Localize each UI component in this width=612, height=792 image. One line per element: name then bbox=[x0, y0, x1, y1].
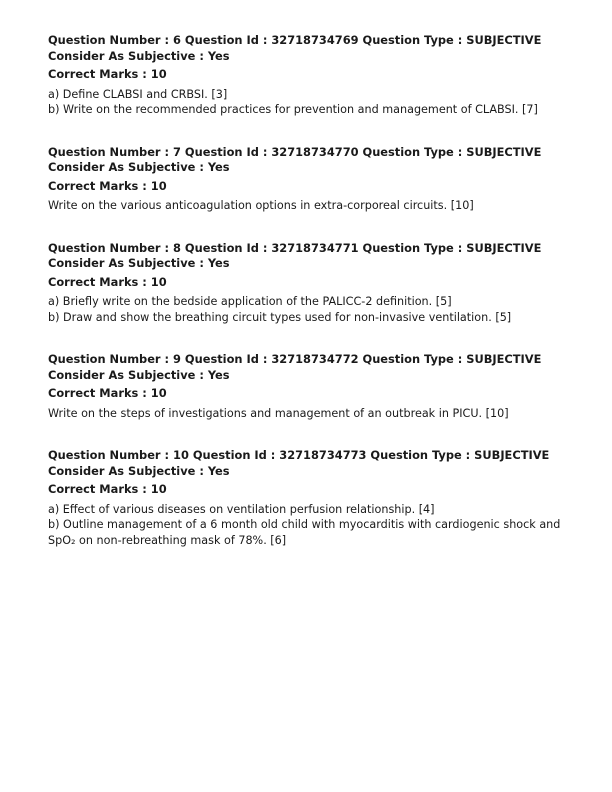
question-text-line: b) Draw and show the breathing circuit types used for non-invasive ventilation. [5] bbox=[48, 310, 512, 324]
question-text-line: Write on the various anticoagulation options in extra-corporeal circuits. [10] bbox=[48, 199, 474, 212]
question-text-line: a) Define CLABSI and CRBSI. [3] bbox=[48, 87, 228, 101]
question-header: Question Number : 8 Question Id : 32718734771 Question Type : SUBJECTIVE Consider As Subjective : Yes bbox=[48, 240, 542, 270]
question-text-line: a) Briefly write on the bedside application of the PALICC-2 definition. [5] bbox=[48, 295, 452, 308]
correct-marks: Correct Marks : 10 bbox=[48, 67, 167, 81]
question-10 bbox=[48, 448, 568, 548]
question-text-line: b) Outline management of a 6 month old child with myocarditis with cardiogenic shock and SpO₂ on non-rebreathing mask of 78%. [6] bbox=[48, 518, 561, 547]
question-header: Question Number : 10 Question Id : 32718734773 Question Type : SUBJECTIVE Consider As Subjective : Yes bbox=[48, 448, 550, 478]
question-7 bbox=[48, 145, 568, 214]
question-6 bbox=[48, 33, 568, 118]
question-8 bbox=[48, 241, 568, 326]
correct-marks: Correct Marks : 10 bbox=[48, 274, 167, 289]
question-header: Question Number : 6 Question Id : 32718734769 Question Type : SUBJECTIVE Consider As Subjective : Yes bbox=[48, 33, 542, 63]
question-header: Question Number : 7 Question Id : 32718734770 Question Type : SUBJECTIVE Consider As Subjective : Yes bbox=[48, 144, 542, 174]
question-9 bbox=[48, 352, 568, 421]
question-text-line: a) Effect of various diseases on ventilation perfusion relationship. [4] bbox=[48, 502, 435, 516]
question-text-line: b) Write on the recommended practices for prevention and management of CLABSI. [7] bbox=[48, 103, 538, 116]
correct-marks: Correct Marks : 10 bbox=[48, 178, 167, 193]
correct-marks: Correct Marks : 10 bbox=[48, 482, 167, 496]
correct-marks: Correct Marks : 10 bbox=[48, 386, 167, 400]
question-text-line: Write on the steps of investigations and management of an outbreak in PICU. [10] bbox=[48, 406, 509, 420]
question-paper-page bbox=[48, 33, 568, 575]
question-header: Question Number : 9 Question Id : 32718734772 Question Type : SUBJECTIVE Consider As Subjective : Yes bbox=[48, 352, 542, 382]
